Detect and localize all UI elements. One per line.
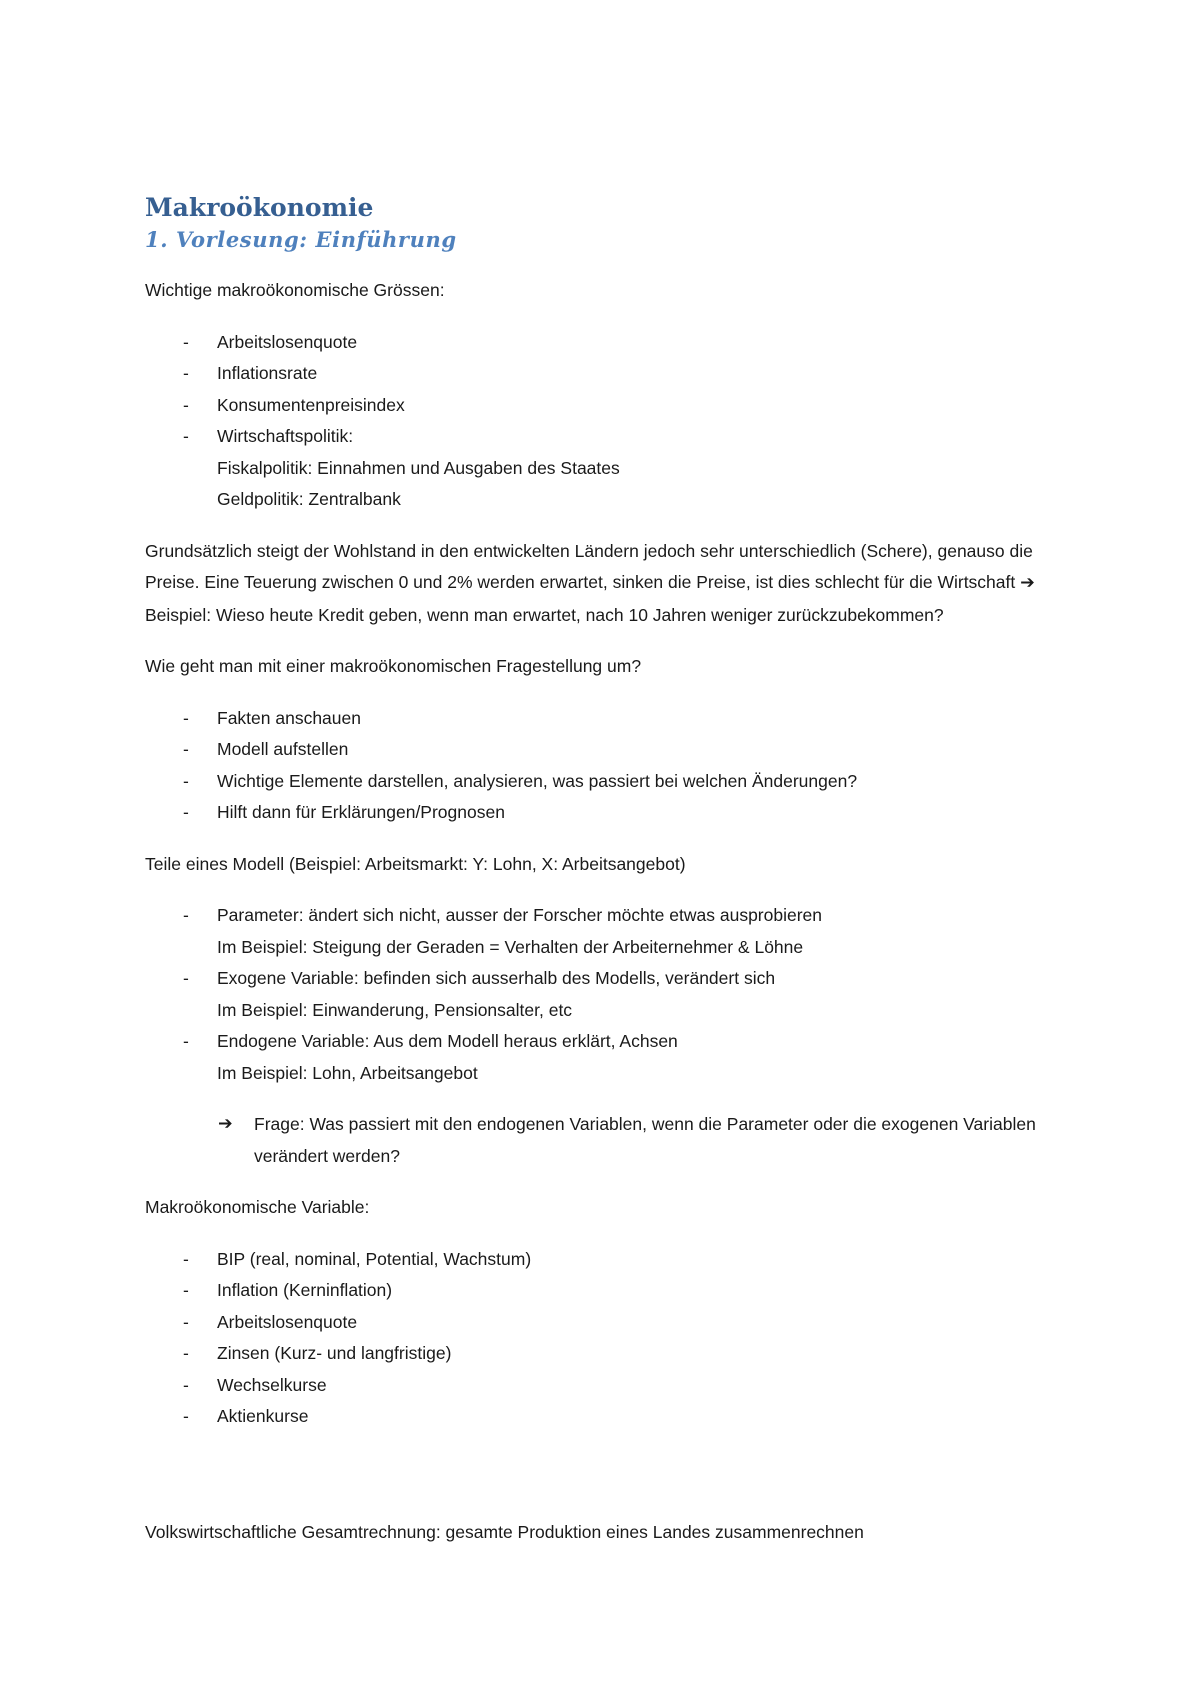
document-title: Makroökonomie [145, 193, 374, 222]
list-item-text: Modell aufstellen [217, 739, 349, 759]
model-heading: Teile eines Modell (Beispiel: Arbeitsmarkt: Y: Lohn, X: Arbeitsangebot) [145, 853, 686, 874]
document-page [145, 193, 1075, 1548]
list-item [145, 1244, 1075, 1276]
example-line: Im Beispiel: Einwanderung, Pensionsalter, etc [217, 999, 573, 1020]
list-item-text: BIP (real, nominal, Potential, Wachstum) [217, 1248, 532, 1269]
list-item [145, 734, 1075, 766]
dash-bullet: - [183, 1374, 189, 1395]
variables-list [145, 1244, 1075, 1433]
list-item [145, 1338, 1075, 1370]
list-item-text: Zinsen (Kurz- und langfristige) [217, 1343, 452, 1363]
arrow-question [145, 1109, 1075, 1172]
dash-bullet: - [183, 426, 189, 446]
list-item [145, 1026, 1075, 1089]
list-item [145, 390, 1075, 422]
list-item-text: Wichtige Elemente darstellen, analysieren, was passiert bei welchen Änderungen? [217, 770, 858, 791]
list-item-text: Endogene Variable: Aus dem Modell heraus erklärt, Achsen [217, 1031, 678, 1051]
dash-bullet: - [183, 770, 189, 791]
steps-list [145, 703, 1075, 829]
model-parts-list [145, 900, 1075, 1089]
list-item-text: Fakten anschauen [217, 707, 361, 728]
closing-line: Volkswirtschaftliche Gesamtrechnung: gesamte Produktion eines Landes zusammenrechnen [145, 1521, 864, 1542]
dash-bullet: - [183, 1406, 189, 1426]
list-item [145, 1275, 1075, 1307]
dash-bullet: - [183, 1311, 189, 1332]
list-item-text: Hilft dann für Erklärungen/Prognosen [217, 802, 505, 822]
list-item [145, 900, 1075, 963]
example-line: Im Beispiel: Lohn, Arbeitsangebot [217, 1062, 478, 1083]
dash-bullet: - [183, 968, 189, 988]
list-item-text: Aktienkurse [217, 1406, 309, 1426]
wohlstand-paragraph [145, 536, 1075, 632]
dash-bullet: - [183, 363, 189, 383]
list-item [145, 358, 1075, 390]
arrow-right-icon: ➔ [218, 1114, 233, 1134]
list-item [145, 1307, 1075, 1339]
dash-bullet: - [183, 802, 189, 822]
dash-bullet: - [183, 1248, 189, 1269]
list-item-text: Parameter: ändert sich nicht, ausser der Forscher möchte etwas ausprobieren [217, 905, 823, 925]
dash-bullet: - [183, 707, 189, 728]
list-item-text: Wirtschaftspolitik: [217, 426, 354, 446]
example-line: Im Beispiel: Steigung der Geraden = Verhalten der Arbeiternehmer & Löhne [217, 936, 804, 957]
list-item [145, 797, 1075, 829]
variables-heading: Makroökonomische Variable: [145, 1197, 370, 1217]
paragraph-text: Beispiel: Wieso heute Kredit geben, wenn man erwartet, nach 10 Jahren weniger zurückzubekommen? [145, 604, 944, 625]
grossen-list [145, 327, 1075, 516]
dash-bullet: - [183, 739, 189, 759]
list-item-text: Exogene Variable: befinden sich ausserhalb des Modells, verändert sich [217, 968, 776, 988]
list-item-text: Inflation (Kerninflation) [217, 1280, 393, 1300]
list-item [145, 1370, 1075, 1402]
list-item [145, 766, 1075, 798]
arrow-question-text: Frage: Was passiert mit den endogenen Variablen, wenn die Parameter oder die exogenen Variablen verändert werden? [254, 1114, 1036, 1166]
dash-bullet: - [183, 905, 189, 925]
document-subtitle: 1. Vorlesung: Einführung [145, 227, 457, 252]
list-item-text: Arbeitslosenquote [217, 331, 358, 352]
list-item-text: Wechselkurse [217, 1374, 327, 1395]
list-item [145, 963, 1075, 1026]
list-item [145, 703, 1075, 735]
paragraph-text: Grundsätzlich steigt der Wohlstand in den entwickelten Ländern jedoch sehr unterschiedlich (Schere), genauso die Preise. Eine Teuerung zwischen 0 und 2% werden erwartet, sinken die Preise, ist dies schlecht für die Wirtschaft [145, 540, 1033, 592]
question-heading: Wie geht man mit einer makroökonomischen Fragestellung um? [145, 656, 642, 676]
list-item [145, 421, 1075, 516]
fiskalpolitik-line: Fiskalpolitik: Einnahmen und Ausgaben des Staates [217, 457, 620, 478]
dash-bullet: - [183, 1280, 189, 1300]
list-item [145, 1401, 1075, 1433]
grossen-heading: Wichtige makroökonomische Grössen: [145, 280, 445, 300]
arrow-right-icon: ➔ [1020, 573, 1035, 593]
list-item-text: Konsumentenpreisindex [217, 394, 405, 415]
dash-bullet: - [183, 1343, 189, 1363]
list-item [145, 327, 1075, 359]
geldpolitik-line: Geldpolitik: Zentralbank [217, 489, 401, 509]
list-item-text: Inflationsrate [217, 363, 318, 383]
dash-bullet: - [183, 331, 189, 352]
dash-bullet: - [183, 1031, 189, 1051]
dash-bullet: - [183, 394, 189, 415]
list-item-text: Arbeitslosenquote [217, 1311, 358, 1332]
